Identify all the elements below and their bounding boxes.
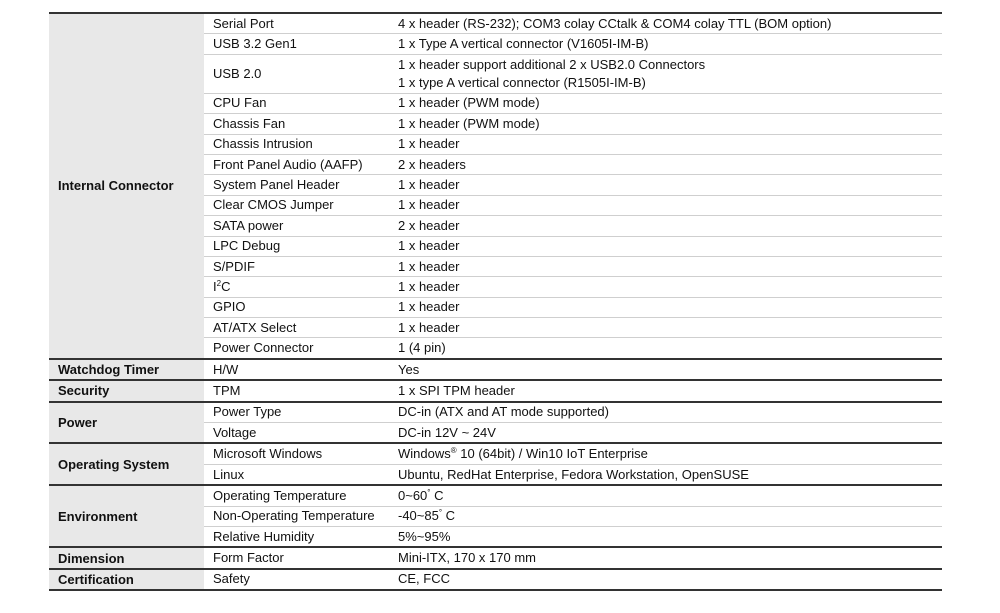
spec-value: Yes: [398, 361, 420, 377]
spec-value: [398, 445, 942, 463]
category-label: Environment: [49, 486, 204, 546]
table-row: [204, 381, 942, 400]
table-row: [204, 215, 942, 235]
table-row: [204, 276, 942, 296]
spec-value: 1 x header: [398, 299, 460, 315]
spec-value: 1 x header: [398, 197, 460, 213]
table-row: [204, 548, 942, 567]
table-row: [204, 14, 942, 33]
spec-table: [49, 12, 942, 591]
degree-mark: °: [427, 487, 431, 497]
spec-value-text: -40~85: [398, 508, 439, 524]
spec-value-text: C: [430, 487, 444, 503]
spec-label: Power Type: [213, 404, 282, 420]
table-row: [204, 464, 942, 484]
section-certification: [49, 568, 942, 591]
section-operating-system: [49, 442, 942, 484]
table-row: [204, 317, 942, 337]
spec-value: 1 x header: [398, 136, 460, 152]
table-row: [204, 297, 942, 317]
table-row: [204, 506, 942, 526]
spec-value: DC-in 12V ~ 24V: [398, 424, 496, 440]
table-row: [204, 337, 942, 357]
table-row: [204, 93, 942, 113]
table-row: [204, 195, 942, 215]
section-watchdog-timer: [49, 358, 942, 379]
spec-value: [398, 487, 942, 505]
spec-label: USB 3.2 Gen1: [213, 36, 297, 52]
spec-value: 1 x header: [398, 258, 460, 274]
category-label: Operating System: [49, 444, 204, 484]
category-label: Certification: [49, 570, 204, 589]
section-dimension: [49, 546, 942, 567]
spec-value: 1 x header: [398, 238, 460, 254]
spec-label: Relative Humidity: [213, 528, 315, 544]
table-row: [204, 134, 942, 154]
spec-value: 1 x header: [398, 319, 460, 335]
spec-value: 1 x header: [398, 278, 460, 294]
table-row: [204, 360, 942, 379]
spec-value-line: 1 x type A vertical connector (R1505I-IM-B): [398, 74, 646, 90]
category-label: Security: [49, 381, 204, 400]
table-row: [204, 526, 942, 546]
spec-value-text: 10 (64bit) / Win10 IoT Enterprise: [456, 446, 648, 462]
spec-label: GPIO: [213, 299, 246, 315]
table-row: [204, 174, 942, 194]
spec-value: [398, 507, 942, 525]
table-row: [204, 403, 942, 422]
degree-mark: °: [438, 508, 443, 518]
spec-label: System Panel Header: [213, 177, 340, 193]
spec-label: H/W: [213, 361, 239, 377]
table-row: [204, 113, 942, 133]
spec-label: Clear CMOS Jumper: [213, 197, 334, 213]
section-power: [49, 401, 942, 443]
spec-label: Form Factor: [213, 550, 284, 566]
table-row: [204, 422, 942, 442]
spec-label: Front Panel Audio (AAFP): [213, 156, 363, 172]
spec-label: [204, 278, 398, 296]
table-row: [204, 54, 942, 93]
table-row: [204, 33, 942, 53]
category-label: Power: [49, 403, 204, 443]
spec-value-text: Windows: [398, 446, 451, 462]
category-label: Internal Connector: [49, 14, 204, 358]
spec-value-text: C: [442, 508, 456, 524]
spec-label: S/PDIF: [213, 258, 255, 274]
spec-value: DC-in (ATX and AT mode supported): [398, 404, 609, 420]
spec-value: Mini-ITX, 170 x 170 mm: [398, 550, 536, 566]
table-row: [204, 444, 942, 463]
table-row: [204, 570, 942, 589]
table-row: [204, 236, 942, 256]
spec-label: Voltage: [213, 424, 257, 440]
spec-value: 1 x header (PWM mode): [398, 95, 540, 111]
spec-value-line: 1 x header support additional 2 x USB2.0 Connectors: [398, 56, 706, 72]
spec-label: LPC Debug: [213, 238, 281, 254]
section-environment: [49, 484, 942, 546]
spec-value: [398, 56, 942, 92]
spec-value: 5%~95%: [398, 528, 451, 544]
spec-label: Microsoft Windows: [213, 446, 323, 462]
spec-value: 2 x headers: [398, 156, 466, 172]
spec-label: Chassis Intrusion: [213, 136, 313, 152]
spec-label: SATA power: [213, 217, 284, 233]
spec-label-text: C: [221, 278, 231, 294]
spec-label: Operating Temperature: [213, 487, 347, 503]
registered-mark: ®: [450, 446, 457, 456]
spec-value: 1 x Type A vertical connector (V1605I-IM-B): [398, 36, 649, 52]
spec-value: 1 x header: [398, 177, 460, 193]
category-label: Dimension: [49, 548, 204, 567]
spec-value: 2 x header: [398, 217, 460, 233]
section-internal-connector: [49, 12, 942, 358]
spec-label: Linux: [213, 466, 245, 482]
spec-value: 4 x header (RS-232); COM3 colay CCtalk & COM4 colay TTL (BOM option): [398, 15, 832, 31]
superscript: 2: [216, 278, 222, 288]
spec-value: CE, FCC: [398, 571, 450, 587]
spec-value: 1 (4 pin): [398, 340, 446, 356]
spec-label: USB 2.0: [213, 65, 262, 81]
spec-value-text: 0~60: [398, 487, 428, 503]
spec-label: Safety: [213, 571, 250, 587]
section-security: [49, 379, 942, 400]
spec-label: Chassis Fan: [213, 115, 286, 131]
spec-label-text: I: [213, 278, 217, 294]
spec-label: TPM: [213, 382, 241, 398]
spec-label: Power Connector: [213, 340, 314, 356]
table-row: [204, 154, 942, 174]
table-row: [204, 256, 942, 276]
category-label: Watchdog Timer: [49, 360, 204, 379]
table-row: [204, 486, 942, 505]
spec-value: 1 x header (PWM mode): [398, 115, 540, 131]
spec-label: Serial Port: [213, 15, 274, 31]
spec-value: Ubuntu, RedHat Enterprise, Fedora Workstation, OpenSUSE: [398, 466, 749, 482]
spec-value: 1 x SPI TPM header: [398, 382, 515, 398]
spec-label: CPU Fan: [213, 95, 267, 111]
spec-label: AT/ATX Select: [213, 319, 297, 335]
spec-label: Non-Operating Temperature: [213, 508, 375, 524]
